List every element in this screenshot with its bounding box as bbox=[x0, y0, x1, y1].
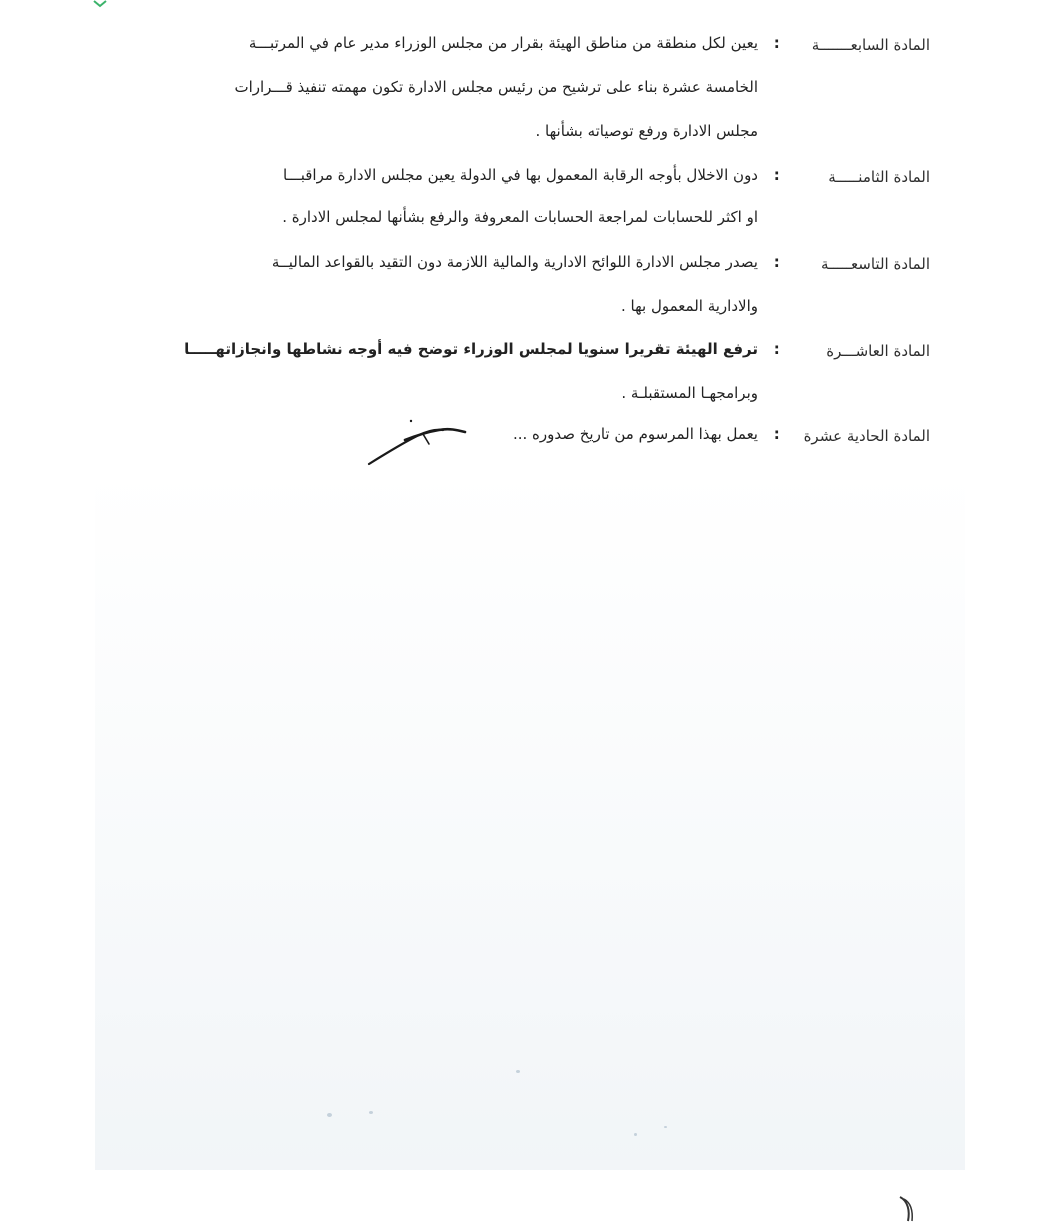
article-7-label: المادة السابعـــــــة bbox=[811, 36, 930, 54]
article-11-line-1: يعمل بهذا المرسوم من تاريخ صدوره ... bbox=[512, 425, 758, 443]
handwritten-signature bbox=[365, 418, 475, 470]
page-edge-bracket-icon bbox=[896, 1195, 916, 1223]
article-8-line-1: دون الاخلال بأوجه الرقابة المعمول بها في الدولة يعين مجلس الادارة مراقبـــا bbox=[282, 166, 758, 184]
article-10-line-1: ترفع الهيئة تقريرا سنويا لمجلس الوزراء توضح فيه أوجه نشاطها وانجازاتهـــــا bbox=[184, 340, 758, 358]
article-11-label: المادة الحادية عشرة bbox=[803, 427, 930, 445]
green-corner-mark-icon bbox=[92, 0, 108, 8]
article-7-colon: : bbox=[773, 34, 780, 52]
article-8-line-2: او اكثر للحسابات لمراجعة الحسابات المعروفة والرفع بشأنها لمجلس الادارة . bbox=[282, 208, 758, 226]
scan-background-tint bbox=[95, 470, 965, 1170]
article-10-label: المادة العاشـــرة bbox=[826, 342, 930, 360]
article-7-line-2: الخامسة عشرة بناء على ترشيح من رئيس مجلس الادارة تكون مهمته تنفيذ قـــرارات bbox=[234, 78, 758, 96]
article-7-line-3: مجلس الادارة ورفع توصياته بشأنها . bbox=[535, 122, 758, 140]
article-9-line-1: يصدر مجلس الادارة اللوائح الادارية والمالية اللازمة دون التقيد بالقواعد الماليــة bbox=[271, 253, 758, 271]
article-11-colon: : bbox=[773, 425, 780, 443]
article-7-line-1: يعين لكل منطقة من مناطق الهيئة بقرار من مجلس الوزراء مدير عام في المرتبـــة bbox=[248, 34, 758, 52]
article-8-colon: : bbox=[773, 166, 780, 184]
article-8-label: المادة الثامنـــــة bbox=[828, 168, 930, 186]
article-9-label: المادة التاسعـــــة bbox=[821, 255, 930, 273]
article-9-line-2: والادارية المعمول بها . bbox=[621, 297, 758, 315]
article-10-colon: : bbox=[773, 340, 780, 358]
article-10-line-2: وبرامجهـا المستقبلـة . bbox=[621, 384, 758, 402]
article-9-colon: : bbox=[773, 253, 780, 271]
